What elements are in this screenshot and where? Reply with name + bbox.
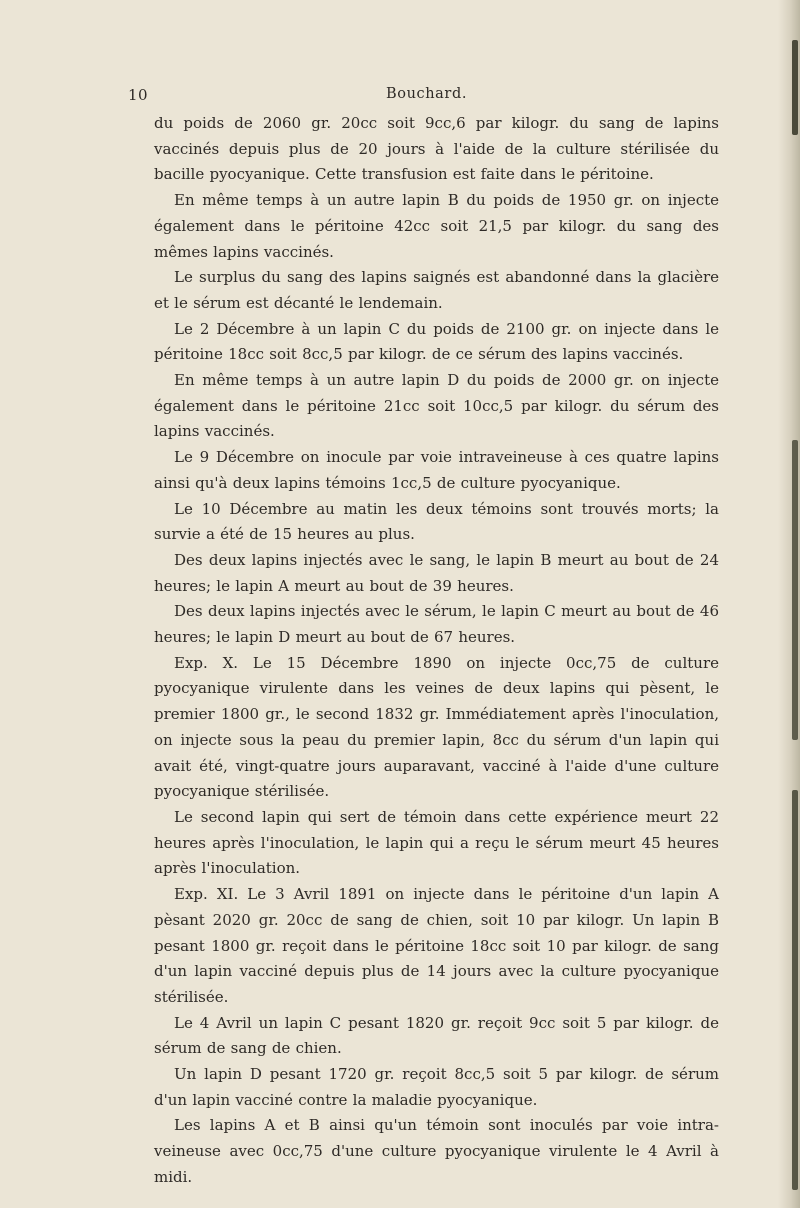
page-number: 10 [128, 86, 149, 104]
paragraph: du poids de 2060 gr. 20cc soit 9cc,6 par kilogr. du sang de lapins vaccinés depuis plus de 20 jours à l'aide de la culture stérilisée du bacille pyocyanique. Cette transfusion est faite dans le péritoine. [154, 114, 719, 184]
paragraph: Exp. XI. Le 3 Avril 1891 on injecte dans le péritoine d'un lapin A pèsant 2020 gr. 20cc de sang de chien, soit 10 par kilogr. Un lapin B pesant 1800 gr. reçoit dans le péritoine 18cc soit 10 par kilogr. de sang d'un lapin vacciné depuis plus de 14 jours avec la culture pyocyanique stérilisée. [154, 885, 719, 1006]
paragraph: Le 9 Décembre on inocule par voie intraveineuse à ces quatre lapins ainsi qu'à deux lapins témoins 1cc,5 de culture pyocyanique. [154, 448, 719, 492]
paragraph: Le surplus du sang des lapins saignés est abandonné dans la glacière et le sérum est décanté le lendemain. [154, 268, 719, 312]
paragraph: En même temps à un autre lapin D du poids de 2000 gr. on injecte également dans le péritoine 21cc soit 10cc,5 par kilogr. du sérum des lapins vaccinés. [154, 371, 719, 441]
paragraph: Le 2 Décembre à un lapin C du poids de 2100 gr. on injecte dans le péritoine 18cc soit 8cc,5 par kilogr. de ce sérum des lapins vaccinés. [154, 319, 719, 364]
paragraph: Un lapin D pesant 1720 gr. reçoit 8cc,5 soit 5 par kilogr. de sérum d'un lapin vacciné contre la maladie pyocyanique. [154, 1065, 719, 1109]
paragraph: Les lapins A et B ainsi qu'un témoin sont inoculés par voie intra-veineuse avec 0cc,75 d'une culture pyocyanique virulente le 4 Avril à midi. [154, 1116, 719, 1186]
running-head: Bouchard. [386, 86, 468, 102]
page-edge-mark [792, 40, 798, 135]
body-text [154, 111, 719, 1191]
paragraph: Le second lapin qui sert de témoin dans cette expérience meurt 22 heures après l'inoculation, le lapin qui a reçu le sérum meurt 45 heures après l'inoculation. [154, 807, 719, 878]
paragraph: Le 4 Avril un lapin C pesant 1820 gr. reçoit 9cc soit 5 par kilogr. de sérum de sang de chien. [154, 1013, 719, 1058]
page-edge-mark [792, 790, 798, 1190]
paragraph: Exp. X. Le 15 Décembre 1890 on injecte 0cc,75 de culture pyocyanique virulente dans les veines de deux lapins qui pèsent, le premier 1800 gr., le second 1832 gr. Immédiatement après l'inoculation, on injecte sous la peau du premier lapin, 8cc du sérum d'un lapin qui avait été, vingt-quatre jours auparavant, vacciné à l'aide d'une culture pyocyanique stérilisée. [154, 653, 719, 801]
paragraph: En même temps à un autre lapin B du poids de 1950 gr. on injecte également dans le péritoine 42cc soit 21,5 par kilogr. du sang des mêmes lapins vaccinés. [154, 191, 719, 261]
page-edge-mark [792, 440, 798, 740]
paragraph: Le 10 Décembre au matin les deux témoins sont trouvés morts; la survie a été de 15 heures au plus. [154, 499, 719, 544]
paragraph: Des deux lapins injectés avec le sérum, le lapin C meurt au bout de 46 heures; le lapin D meurt au bout de 67 heures. [154, 602, 719, 647]
paragraph: Des deux lapins injectés avec le sang, le lapin B meurt au bout de 24 heures; le lapin A meurt au bout de 39 heures. [154, 550, 719, 595]
